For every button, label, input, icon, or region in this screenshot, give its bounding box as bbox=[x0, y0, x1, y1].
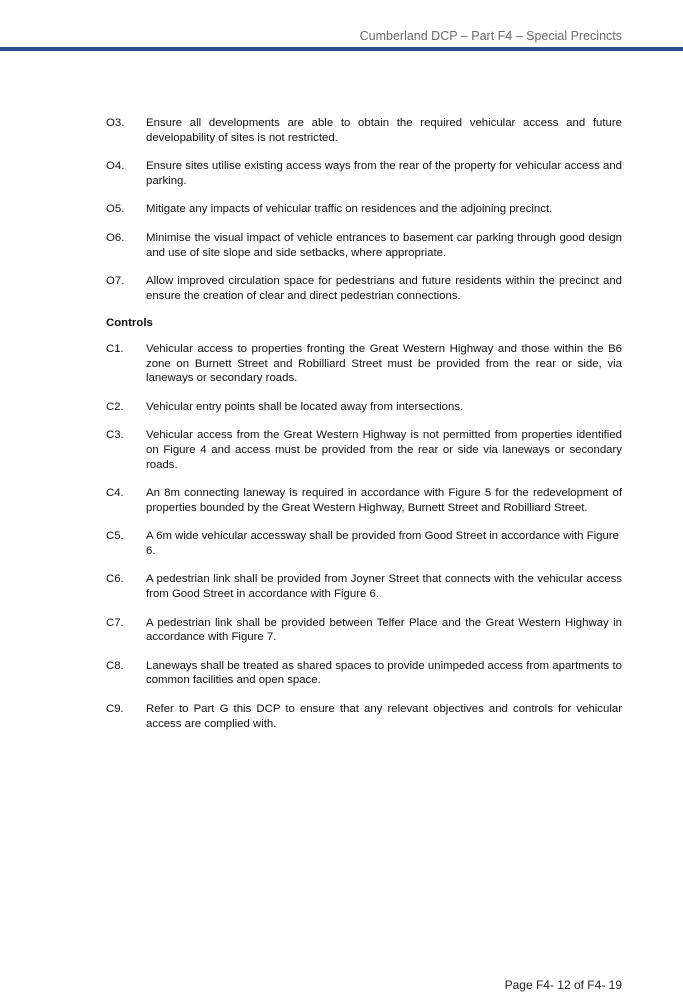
objective-item bbox=[106, 274, 622, 303]
objective-number: O6. bbox=[106, 231, 125, 244]
control-number: C7. bbox=[106, 616, 124, 629]
control-item bbox=[106, 659, 622, 688]
control-text: Vehicular entry points shall be located away from intersections. bbox=[146, 400, 464, 413]
objective-text: Mitigate any impacts of vehicular traffic on residences and the adjoining precinct. bbox=[146, 203, 553, 216]
control-item bbox=[106, 428, 622, 472]
control-item bbox=[106, 529, 622, 558]
header-title: Cumberland DCP – Part F4 – Special Precincts bbox=[359, 29, 622, 43]
header-rule bbox=[0, 47, 683, 51]
control-item bbox=[106, 400, 622, 415]
objective-item bbox=[106, 231, 622, 260]
control-number: C3. bbox=[106, 429, 124, 442]
objective-number: O5. bbox=[106, 203, 125, 216]
control-text: Laneways shall be treated as shared spaces to provide unimpeded access from apartments to common facilities and open space. bbox=[146, 659, 622, 687]
control-item bbox=[106, 486, 622, 515]
control-item bbox=[106, 572, 622, 601]
control-text: A pedestrian link shall be provided from Joyner Street that connects with the vehicular access from Good Street in accordance with Figure 6. bbox=[146, 573, 622, 601]
objective-text: Allow improved circulation space for pedestrians and future residents within the precinct and ensure the creation of clear and direct pedestrian connections. bbox=[146, 275, 622, 302]
control-number: C2. bbox=[106, 400, 124, 413]
objective-item bbox=[106, 116, 622, 145]
objective-text: Ensure all developments are able to obtain the required vehicular access and future developability of sites is not restricted. bbox=[146, 117, 622, 144]
objective-text: Ensure sites utilise existing access ways from the rear of the property for vehicular access and parking. bbox=[146, 160, 622, 187]
controls-heading: Controls bbox=[106, 317, 153, 330]
objective-number: O4. bbox=[106, 160, 125, 173]
page-header bbox=[0, 0, 683, 48]
objective-text: Minimise the visual impact of vehicle entrances to basement car parking through good design and use of site slope and side setbacks, where appropriate. bbox=[146, 231, 622, 259]
page-content bbox=[106, 116, 622, 731]
objective-number: O7. bbox=[106, 275, 125, 288]
control-number: C1. bbox=[106, 342, 124, 355]
control-item bbox=[106, 702, 622, 731]
control-text: An 8m connecting laneway is required in accordance with Figure 5 for the redevelopment of properties bounded by the Great Western Highway, Burnett Street and Robilliard Street. bbox=[146, 487, 622, 514]
control-number: C4. bbox=[106, 487, 124, 500]
objective-item bbox=[106, 159, 622, 188]
control-number: C5. bbox=[106, 530, 124, 543]
control-item bbox=[106, 616, 622, 645]
control-text: A pedestrian link shall be provided between Telfer Place and the Great Western Highway in accordance with Figure 7. bbox=[146, 616, 622, 644]
control-text: Refer to Part G this DCP to ensure that any relevant objectives and controls for vehicular access are complied with. bbox=[146, 703, 622, 730]
objective-item bbox=[106, 202, 622, 217]
control-number: C6. bbox=[106, 573, 124, 586]
control-text: Vehicular access from the Great Western Highway is not permitted from properties identified on Figure 4 and access must be provided from the rear or side via laneways or secondary roads. bbox=[146, 429, 622, 471]
page-number: Page F4- 12 of F4- 19 bbox=[504, 978, 622, 992]
control-number: C8. bbox=[106, 659, 124, 672]
control-item bbox=[106, 342, 622, 386]
objective-number: O3. bbox=[106, 117, 125, 129]
control-text: Vehicular access to properties fronting the Great Western Highway and those within the B6 zone on Burnett Street and Robilliard Street must be provided from the rear or side, via laneways or secondary roads. bbox=[146, 342, 622, 385]
control-text: A 6m wide vehicular accessway shall be provided from Good Street in accordance with Figure 6. bbox=[146, 530, 619, 557]
control-number: C9. bbox=[106, 703, 124, 716]
